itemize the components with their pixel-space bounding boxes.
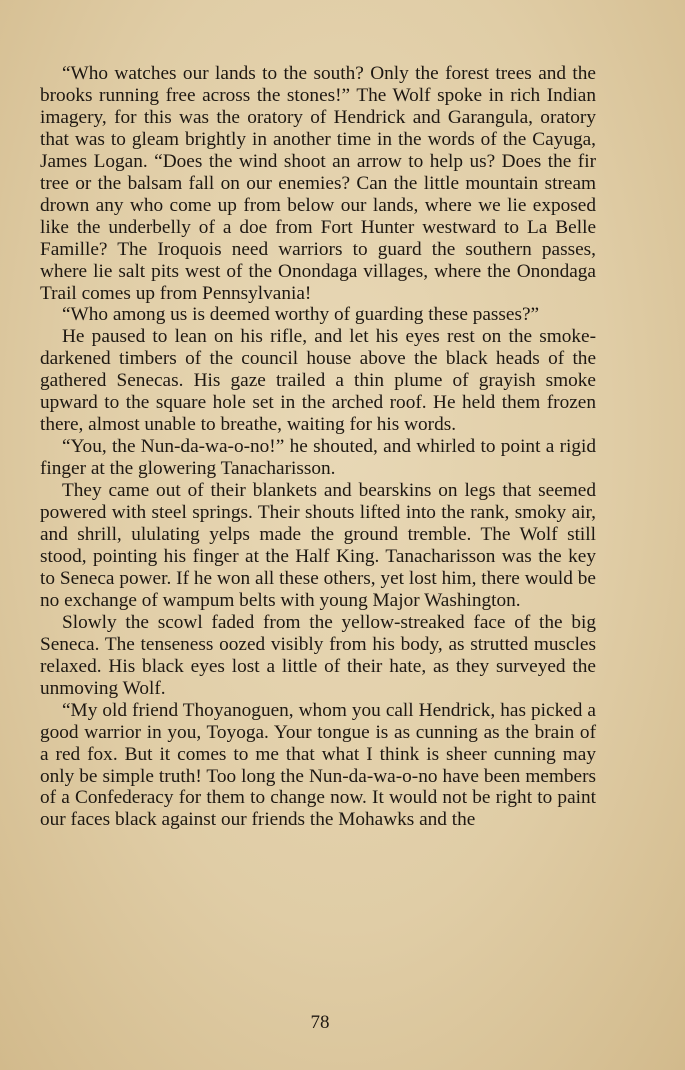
paragraph: He paused to lean on his rifle, and let his eyes rest on the smoke-darkened timbers of the council house above the black heads of the gathered Senecas. His gaze trailed a thin plume of grayish smoke upward to the square hole set in the arched roof. He held them frozen there, almost unable to breathe, waiting for his words. bbox=[40, 326, 596, 436]
paragraph: “You, the Nun-da-wa-o-no!” he shouted, and whirled to point a rigid finger at the glowering Tanacharisson. bbox=[40, 436, 596, 480]
body-text bbox=[40, 63, 596, 831]
paragraph: “My old friend Thoyanoguen, whom you call Hendrick, has picked a good warrior in you, Toyoga. Your tongue is as cunning as the brain of a red fox. But it comes to me that what I think is sheer cunning may only be simple truth! Too long the Nun-da-wa-o-no have been members of a Confederacy for them to change now. It would not be right to paint our faces black against our friends the Mohawks and the bbox=[40, 699, 596, 831]
paragraph: They came out of their blankets and bearskins on legs that seemed powered with steel springs. Their shouts lifted into the rank, smoky air, and shrill, ululating yelps made the ground tremble. The Wolf still stood, pointing his finger at the Half King. Tanacharisson was the key to Seneca power. If he won all these others, yet lost him, there would be no exchange of wampum belts with young Major Washington. bbox=[40, 480, 596, 611]
page-number: 78 bbox=[310, 1012, 330, 1033]
paragraph: “Who watches our lands to the south? Only the forest trees and the brooks running free across the stones!” The Wolf spoke in rich Indian imagery, for this was the oratory of Hendrick and Garangula, oratory that was to gleam brightly in another time in the words of the Cayuga, James Logan. “Does the wind shoot an arrow to help us? Does the fir tree or the balsam fall on our enemies? Can the little mountain stream drown any who come up from below our lands, where we lie exposed like the underbelly of a doe from Fort Hunter westward to La Belle Famille? The Iroquois need warriors to guard the southern passes, where lie salt pits west of the Onondaga villages, where the Onondaga Trail comes up from Pennsylvania! bbox=[40, 63, 596, 304]
paragraph: “Who among us is deemed worthy of guarding these passes?” bbox=[62, 304, 540, 326]
paragraph: Slowly the scowl faded from the yellow-streaked face of the big Seneca. The tenseness oozed visibly from his body, as strutted muscles relaxed. His black eyes lost a little of their hate, as they surveyed the unmoving Wolf. bbox=[40, 611, 596, 699]
